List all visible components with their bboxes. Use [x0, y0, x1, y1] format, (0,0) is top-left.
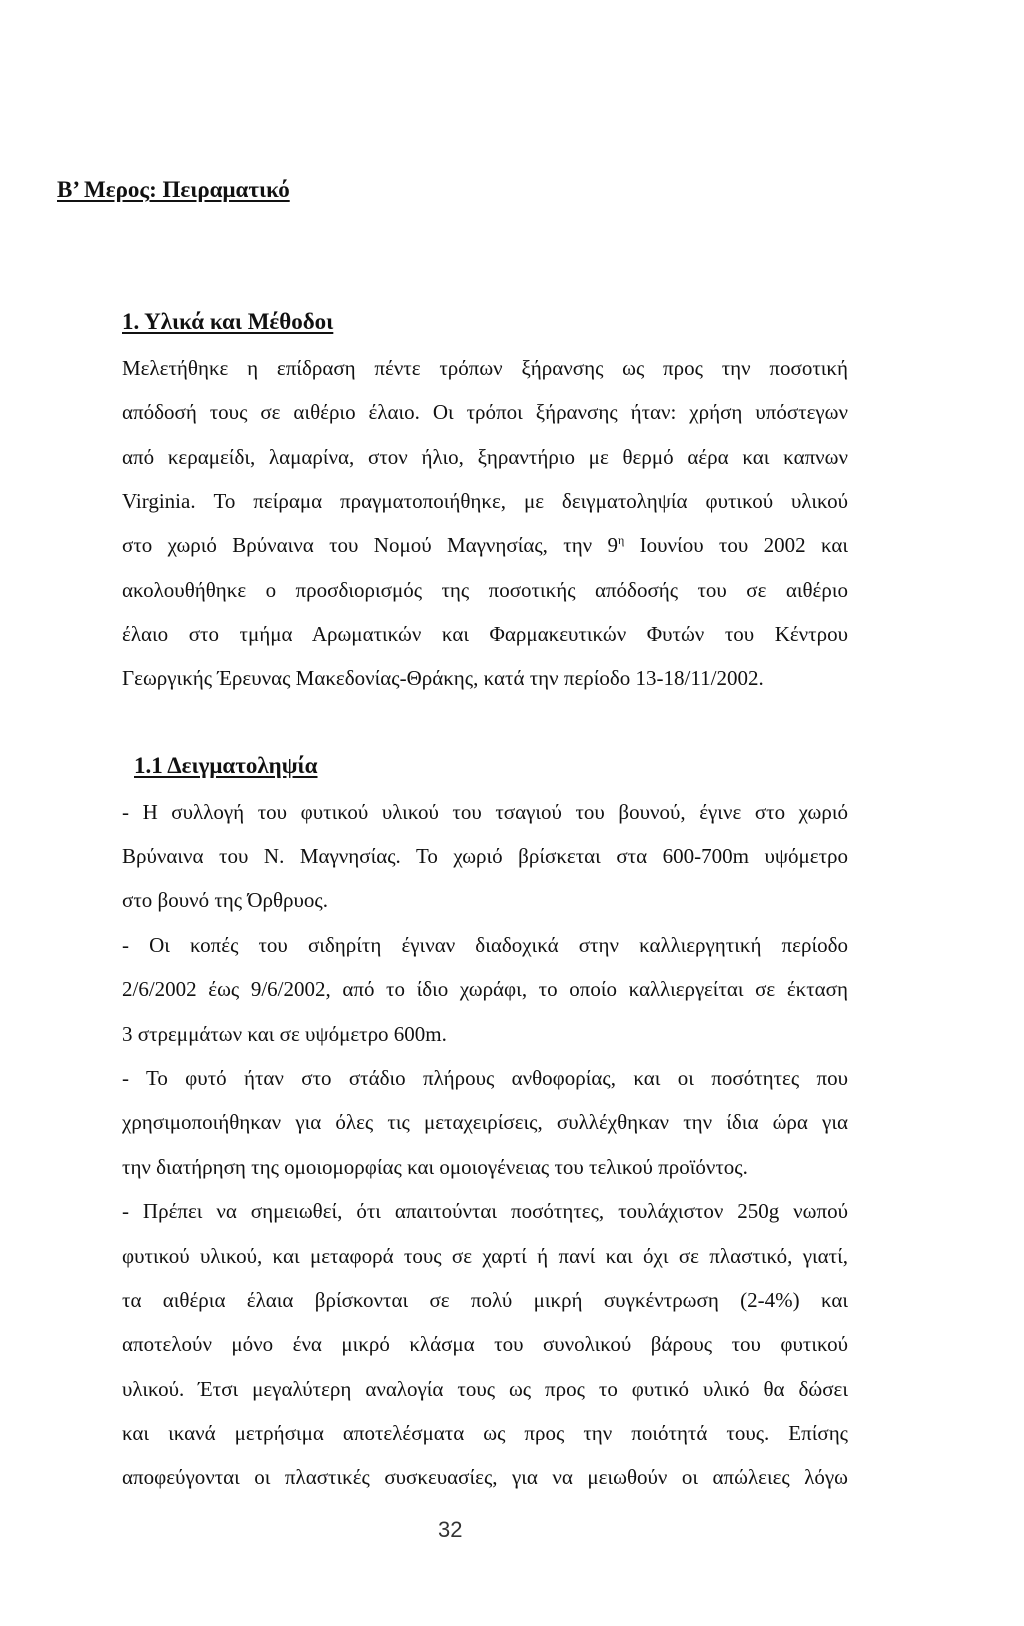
- paragraph-line: αποτελούν μόνο ένα μικρό κλάσμα του συνολικού βάρους του φυτικού: [122, 1332, 848, 1356]
- paragraph-line: Μελετήθηκε η επίδραση πέντε τρόπων ξήρανσης ως προς την ποσοτική: [122, 356, 848, 380]
- paragraph-line: στο βουνό της Όρθρυος.: [122, 888, 328, 912]
- subsection-heading-sampling: 1.1 Δειγματοληψία: [134, 753, 318, 778]
- paragraph-line: αποφεύγονται οι πλαστικές συσκευασίες, για να μειωθούν οι απώλειες λόγω: [122, 1465, 848, 1489]
- paragraph-line: - Πρέπει να σημειωθεί, ότι απαιτούνται ποσότητες, τουλάχιστον 250g νωπού: [122, 1199, 848, 1223]
- page-number: 32: [438, 1517, 463, 1542]
- superscript-ordinal: η: [618, 533, 625, 547]
- paragraph-line: - Το φυτό ήταν στο στάδιο πλήρους ανθοφορίας, και οι ποσότητες που: [122, 1066, 848, 1090]
- paragraph-line: απόδοσή τους σε αιθέριο έλαιο. Οι τρόποι ξήρανσης ήταν: χρήση υπόστεγων: [122, 400, 848, 424]
- paragraph-line: και ικανά μετρήσιμα αποτελέσματα ως προς την ποιότητά τους. Επίσης: [122, 1421, 848, 1445]
- paragraph-line: 3 στρεμμάτων και σε υψόμετρο 600m.: [122, 1022, 447, 1046]
- paragraph-line: τα αιθέρια έλαια βρίσκονται σε πολύ μικρή συγκέντρωση (2-4%) και: [122, 1288, 848, 1312]
- paragraph-line: την διατήρηση της ομοιομορφίας και ομοιογένειας του τελικού προϊόντος.: [122, 1155, 748, 1179]
- paragraph-line: - Οι κοπές του σιδηρίτη έγιναν διαδοχικά στην καλλιεργητική περίοδο: [122, 933, 848, 957]
- section-heading: Β’ Μερος: Πειραματικό: [57, 177, 290, 202]
- paragraph-line: Βρύναινα του Ν. Μαγνησίας. Το χωριό βρίσκεται στα 600-700m υψόμετρο: [122, 844, 848, 868]
- paragraph-line: Virginia. Το πείραμα πραγματοποιήθηκε, με δειγματοληψία φυτικού υλικού: [122, 489, 848, 513]
- subsection-heading-materials-methods: 1. Υλικά και Μέθοδοι: [122, 309, 334, 334]
- paragraph-line: - Η συλλογή του φυτικού υλικού του τσαγιού του βουνού, έγινε στο χωριό: [122, 800, 848, 824]
- paragraph-line: 2/6/2002 έως 9/6/2002, από το ίδιο χωράφι, το οποίο καλλιεργείται σε έκταση: [122, 977, 848, 1001]
- line-text: Ιουνίου του 2002 και: [624, 533, 848, 557]
- line-text: στο χωριό Βρύναινα του Νομού Μαγνησίας, την 9: [122, 533, 619, 557]
- paragraph-line: χρησιμοποιήθηκαν για όλες τις μεταχειρίσεις, συλλέχθηκαν την ίδια ώρα για: [122, 1110, 848, 1134]
- paragraph-line: έλαιο στο τμήμα Αρωματικών και Φαρμακευτικών Φυτών του Κέντρου: [122, 622, 848, 646]
- paragraph-line: [122, 532, 848, 558]
- paragraph-line: φυτικού υλικού, και μεταφορά τους σε χαρτί ή πανί και όχι σε πλαστικό, γιατί,: [122, 1244, 848, 1268]
- paragraph-line: από κεραμείδι, λαμαρίνα, στον ήλιο, ξηραντήριο με θερμό αέρα και καπνων: [122, 445, 848, 469]
- paragraph-line: υλικού. Έτσι μεγαλύτερη αναλογία τους ως προς το φυτικό υλικό θα δώσει: [122, 1377, 848, 1401]
- paragraph-line: ακολουθήθηκε ο προσδιορισμός της ποσοτικής απόδοσής του σε αιθέριο: [122, 578, 848, 602]
- paragraph-line: Γεωργικής Έρευνας Μακεδονίας-Θράκης, κατά την περίοδο 13-18/11/2002.: [122, 666, 764, 690]
